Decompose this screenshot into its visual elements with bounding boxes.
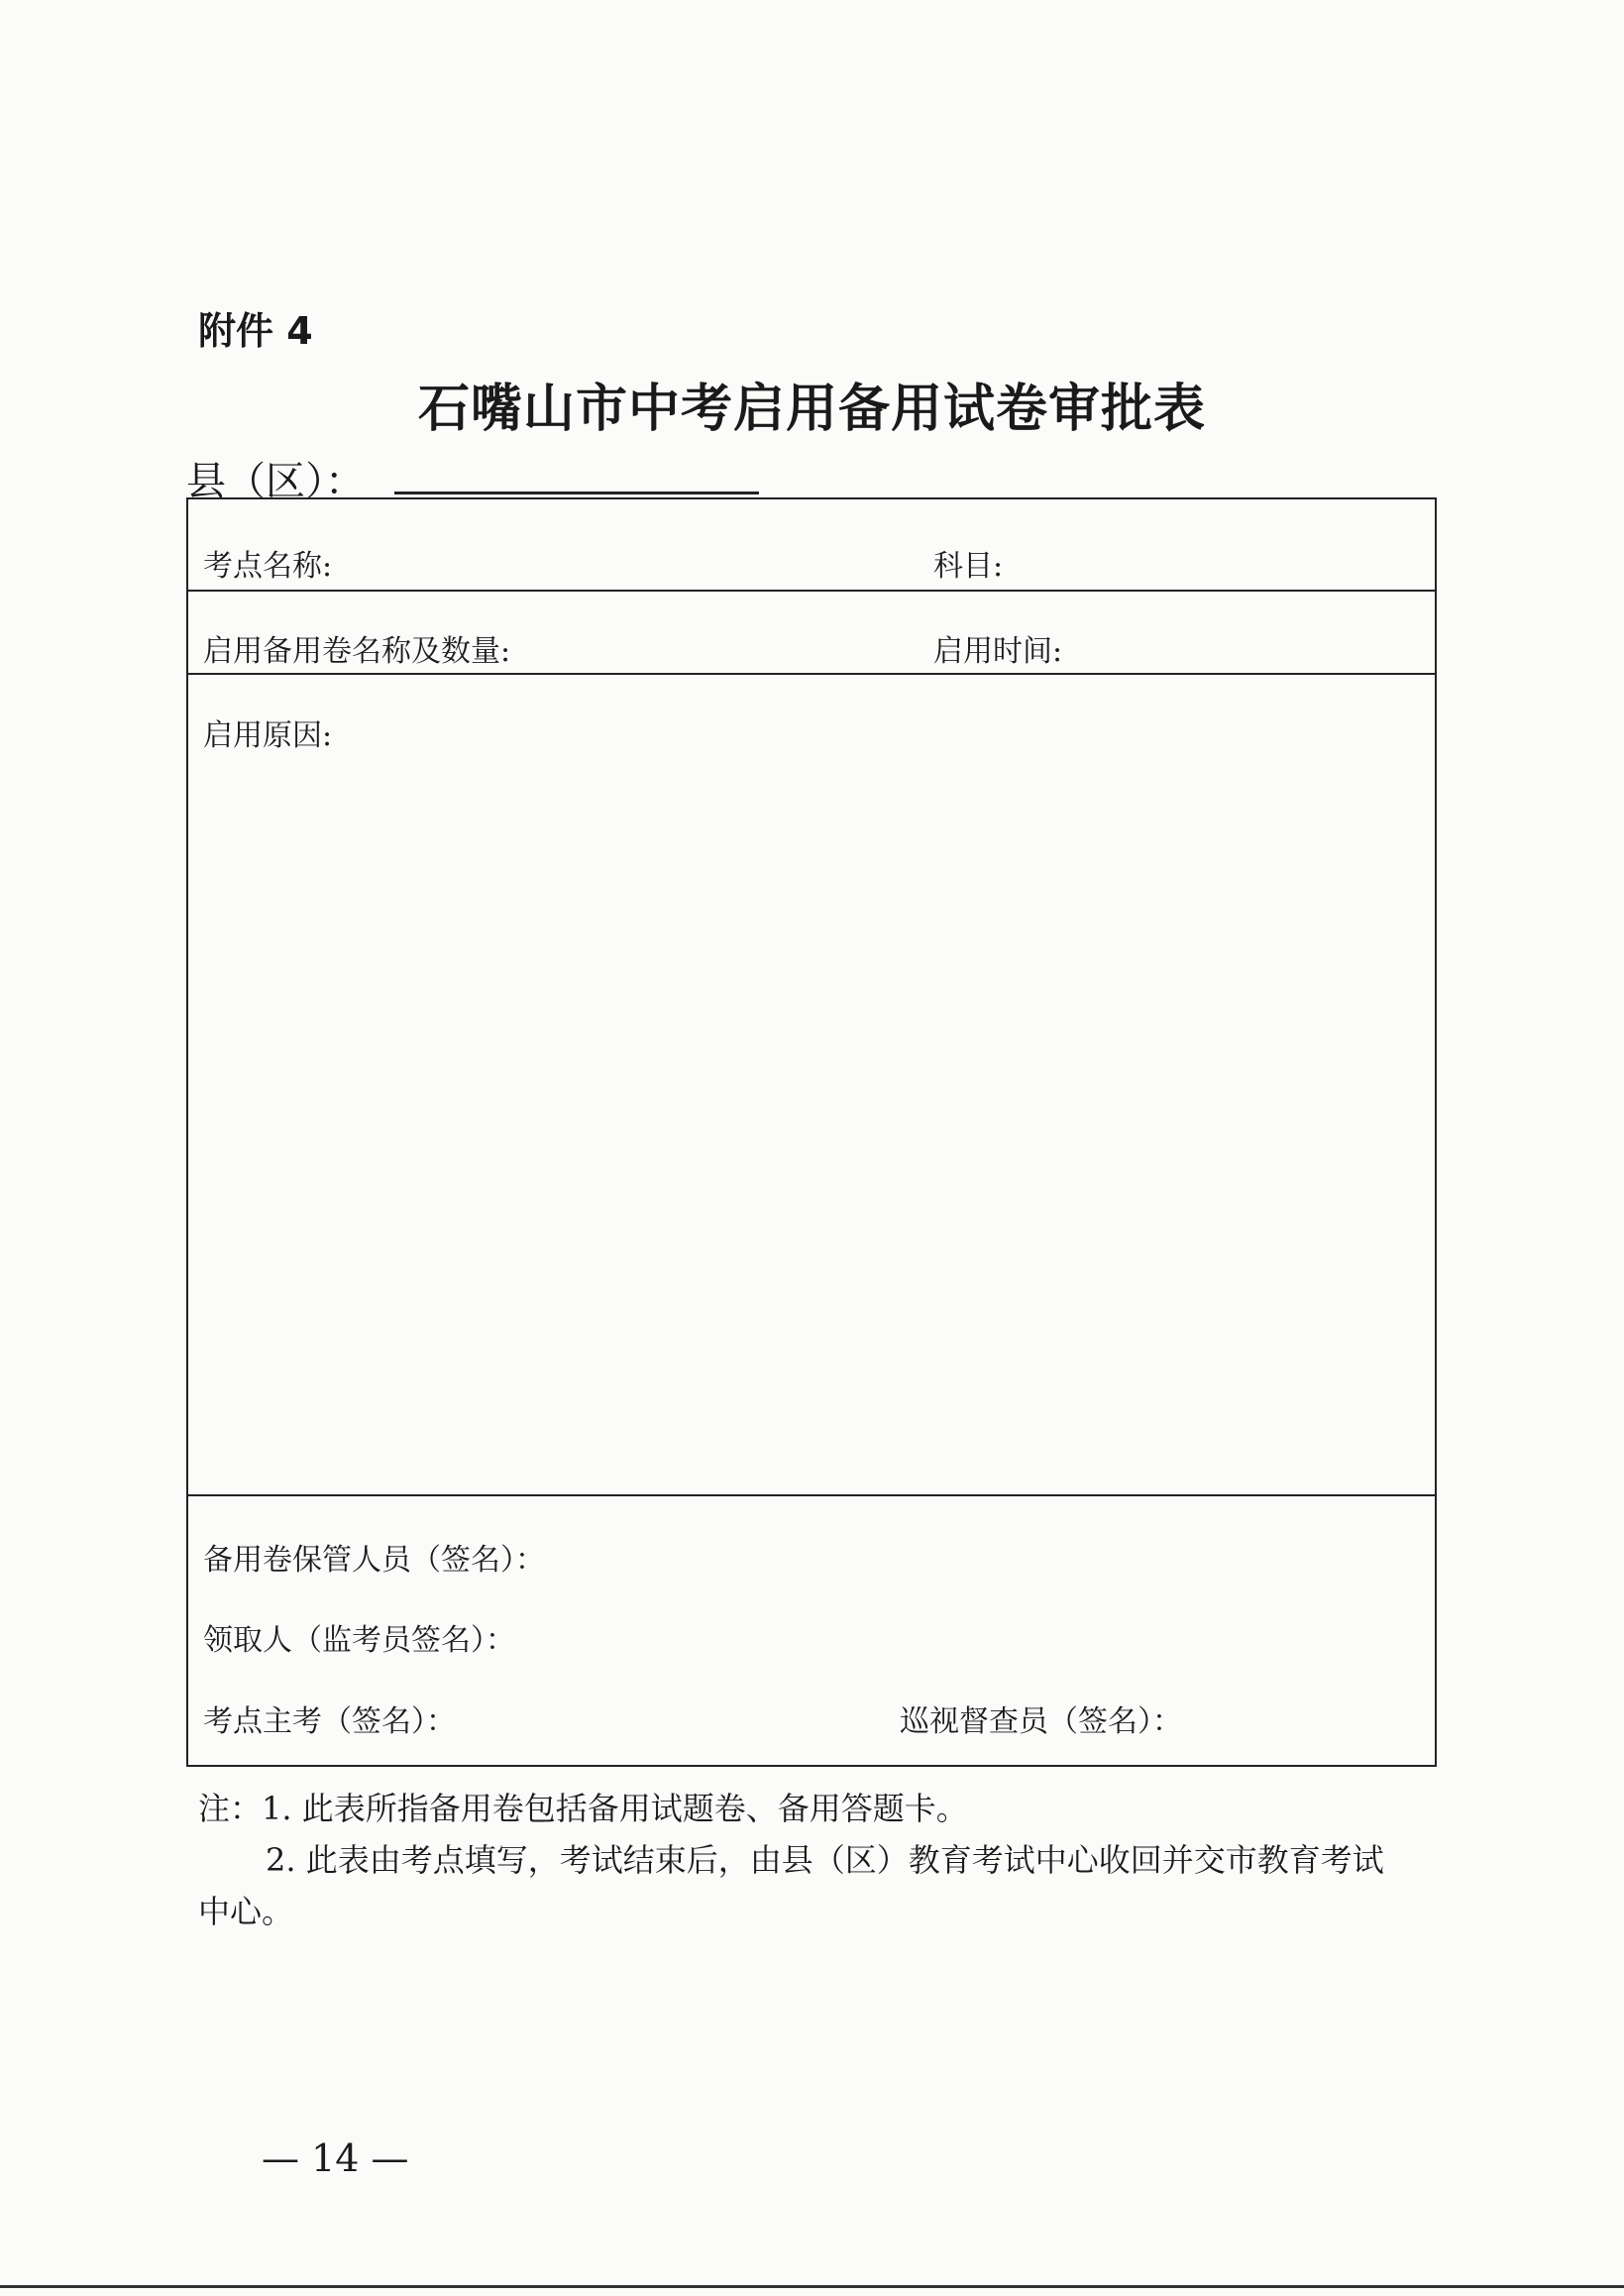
reason-label: 启用原因: (203, 718, 333, 753)
county-label: 县（区）： (186, 459, 365, 504)
page-title: 石嘴山市中考启用备用试卷审批表 (417, 379, 1206, 439)
subject-label: 科目: (933, 549, 1004, 584)
note-2-line-2: 中心。 (198, 1893, 294, 1930)
row-divider (188, 1494, 1435, 1496)
note-1: 注：1. 此表所指备用卷包括备用试题卷、备用答题卡。 (198, 1790, 968, 1827)
attachment-label: 附件 4 (198, 309, 313, 353)
row-divider (188, 590, 1435, 592)
page-number: — 14 — (262, 2136, 409, 2180)
receiver-signature-label: 领取人（监考员签名）： (203, 1623, 515, 1658)
approval-form-table (186, 497, 1437, 1767)
bottom-border-line (0, 2285, 1624, 2288)
county-blank-line[interactable] (394, 492, 759, 494)
paper-name-quantity-label: 启用备用卷名称及数量: (203, 634, 511, 669)
exam-site-label: 考点名称: (203, 549, 333, 584)
activation-time-label: 启用时间: (933, 634, 1063, 669)
note-2-line-1: 2. 此表由考点填写，考试结束后，由县（区）教育考试中心收回并交市教育考试 (266, 1841, 1384, 1879)
chief-examiner-signature-label: 考点主考（签名）： (203, 1704, 456, 1739)
custodian-signature-label: 备用卷保管人员（签名）： (203, 1543, 545, 1578)
row-divider (188, 673, 1435, 675)
inspector-signature-label: 巡视督查员（签名）： (900, 1704, 1182, 1739)
